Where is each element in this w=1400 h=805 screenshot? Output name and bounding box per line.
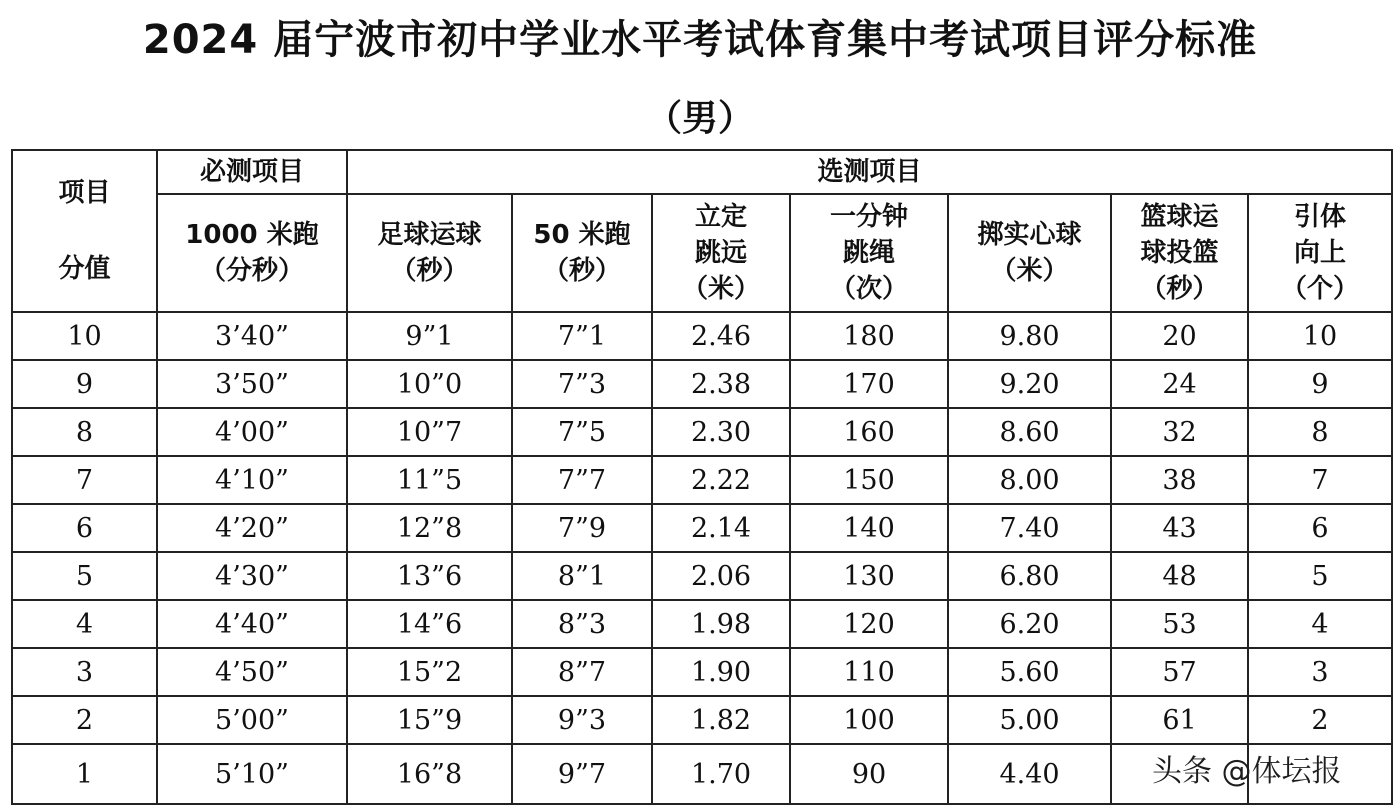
- column-header-line: 跳绳: [842, 238, 895, 268]
- value-cell: 10”7: [347, 408, 512, 456]
- score-cell: 9: [12, 360, 157, 408]
- value-cell: 7”1: [512, 312, 652, 360]
- column-header-line: 1000 米跑: [185, 220, 319, 250]
- column-header-line: 引体: [1294, 202, 1347, 232]
- table-row: [12, 552, 1392, 600]
- document-subtitle: （男）: [645, 98, 754, 139]
- value-cell: 1.98: [652, 600, 790, 648]
- value-cell: 7”9: [512, 504, 652, 552]
- scoring-table: [11, 149, 1393, 805]
- column-header: [1248, 194, 1392, 312]
- column-header-line: （秒）: [542, 256, 621, 286]
- value-cell: 9: [1248, 360, 1392, 408]
- table-row: [12, 408, 1392, 456]
- column-header: [157, 194, 347, 312]
- column-header-line: 50 米跑: [533, 220, 631, 250]
- value-cell: 4’40”: [157, 600, 347, 648]
- value-cell: 120: [790, 600, 948, 648]
- value-cell: 7: [1248, 456, 1392, 504]
- table-row: [12, 360, 1392, 408]
- table-row: [12, 648, 1392, 696]
- value-cell: 140: [790, 504, 948, 552]
- value-cell: 4’00”: [157, 408, 347, 456]
- value-cell: 160: [790, 408, 948, 456]
- value-cell: 5: [1248, 552, 1392, 600]
- score-cell: 7: [12, 456, 157, 504]
- score-cell: 5: [12, 552, 157, 600]
- value-cell: 53: [1111, 600, 1248, 648]
- value-cell: 13”6: [347, 552, 512, 600]
- value-cell: 2.22: [652, 456, 790, 504]
- value-cell: 5’00”: [157, 696, 347, 744]
- value-cell: 6.80: [948, 552, 1111, 600]
- value-cell: 7”7: [512, 456, 652, 504]
- value-cell: 2: [1248, 696, 1392, 744]
- value-cell: 9”1: [347, 312, 512, 360]
- value-cell: 1.90: [652, 648, 790, 696]
- value-cell: 7”3: [512, 360, 652, 408]
- value-cell: 8”7: [512, 648, 652, 696]
- value-cell: 11”5: [347, 456, 512, 504]
- column-header-line: 球投篮: [1140, 238, 1219, 268]
- score-cell: 1: [12, 744, 157, 804]
- value-cell: 3’50”: [157, 360, 347, 408]
- value-cell: 57: [1111, 648, 1248, 696]
- value-cell: 7”5: [512, 408, 652, 456]
- column-header-line: （秒）: [1140, 274, 1219, 304]
- column-header: [790, 194, 948, 312]
- score-cell: 3: [12, 648, 157, 696]
- table-row: [12, 312, 1392, 360]
- value-cell: 4: [1248, 600, 1392, 648]
- value-cell: 4’50”: [157, 648, 347, 696]
- score-cell: 8: [12, 408, 157, 456]
- value-cell: 6: [1248, 504, 1392, 552]
- column-header: [652, 194, 790, 312]
- column-header-line: （个）: [1281, 274, 1360, 304]
- value-cell: 43: [1111, 504, 1248, 552]
- value-cell: 8”3: [512, 600, 652, 648]
- column-header-line: （米）: [990, 256, 1069, 286]
- column-header-line: 向上: [1294, 238, 1347, 268]
- column-header-line: 跳远: [694, 238, 747, 268]
- column-header-line: （秒）: [390, 256, 469, 286]
- table-row: [12, 456, 1392, 504]
- value-cell: 3’40”: [157, 312, 347, 360]
- value-cell: 32: [1111, 408, 1248, 456]
- value-cell: 2.30: [652, 408, 790, 456]
- column-header: [1111, 194, 1248, 312]
- value-cell: 5.60: [948, 648, 1111, 696]
- value-cell: 2.14: [652, 504, 790, 552]
- score-cell: 10: [12, 312, 157, 360]
- value-cell: 4’10”: [157, 456, 347, 504]
- table-row: [12, 600, 1392, 648]
- value-cell: 110: [790, 648, 948, 696]
- header-required-group: 必测项目: [157, 150, 347, 194]
- column-header-line: 一分钟: [829, 202, 908, 232]
- column-header-line: （次）: [829, 274, 908, 304]
- column-header-line: 足球运球: [377, 220, 482, 250]
- value-cell: 8: [1248, 408, 1392, 456]
- header-item-score: [12, 150, 157, 312]
- value-cell: 8”1: [512, 552, 652, 600]
- column-header: [347, 194, 512, 312]
- value-cell: 4’20”: [157, 504, 347, 552]
- table-row: [12, 504, 1392, 552]
- value-cell: 170: [790, 360, 948, 408]
- value-cell: 3: [1248, 648, 1392, 696]
- value-cell: 1.70: [652, 744, 790, 804]
- value-cell: 9.20: [948, 360, 1111, 408]
- header-optional-group: 选测项目: [347, 150, 1392, 194]
- value-cell: 180: [790, 312, 948, 360]
- value-cell: 9”3: [512, 696, 652, 744]
- value-cell: 15”9: [347, 696, 512, 744]
- value-cell: 1.82: [652, 696, 790, 744]
- value-cell: 2.38: [652, 360, 790, 408]
- value-cell: 16”8: [347, 744, 512, 804]
- column-header-line: 掷实心球: [977, 220, 1082, 250]
- value-cell: 48: [1111, 552, 1248, 600]
- value-cell: 4’30”: [157, 552, 347, 600]
- score-cell: 6: [12, 504, 157, 552]
- value-cell: 130: [790, 552, 948, 600]
- table-row: [12, 696, 1392, 744]
- header-score-label: 分值: [58, 254, 111, 284]
- value-cell: 10: [1248, 312, 1392, 360]
- column-header-line: 立定: [694, 202, 747, 232]
- score-cell: 2: [12, 696, 157, 744]
- value-cell: 14”6: [347, 600, 512, 648]
- watermark: 头条 @体坛报: [1152, 754, 1342, 789]
- score-cell: 4: [12, 600, 157, 648]
- value-cell: 100: [790, 696, 948, 744]
- value-cell: 61: [1111, 696, 1248, 744]
- value-cell: 9.80: [948, 312, 1111, 360]
- value-cell: 9”7: [512, 744, 652, 804]
- value-cell: 20: [1111, 312, 1248, 360]
- value-cell: 7.40: [948, 504, 1111, 552]
- value-cell: 4.40: [948, 744, 1111, 804]
- value-cell: 24: [1111, 360, 1248, 408]
- value-cell: 6.20: [948, 600, 1111, 648]
- column-header-line: 篮球运: [1140, 202, 1219, 232]
- document-title: 2024 届宁波市初中学业水平考试体育集中考试项目评分标准: [142, 17, 1258, 63]
- column-header: [948, 194, 1111, 312]
- value-cell: 10”0: [347, 360, 512, 408]
- column-header-line: （分秒）: [199, 256, 304, 286]
- value-cell: 8.60: [948, 408, 1111, 456]
- value-cell: 2.46: [652, 312, 790, 360]
- value-cell: 5’10”: [157, 744, 347, 804]
- value-cell: 90: [790, 744, 948, 804]
- column-header: [512, 194, 652, 312]
- header-item-label: 项目: [58, 178, 111, 208]
- value-cell: 5.00: [948, 696, 1111, 744]
- column-header-line: （米）: [681, 274, 760, 304]
- value-cell: 150: [790, 456, 948, 504]
- value-cell: 15”2: [347, 648, 512, 696]
- value-cell: 2.06: [652, 552, 790, 600]
- value-cell: 38: [1111, 456, 1248, 504]
- value-cell: 12”8: [347, 504, 512, 552]
- value-cell: 8.00: [948, 456, 1111, 504]
